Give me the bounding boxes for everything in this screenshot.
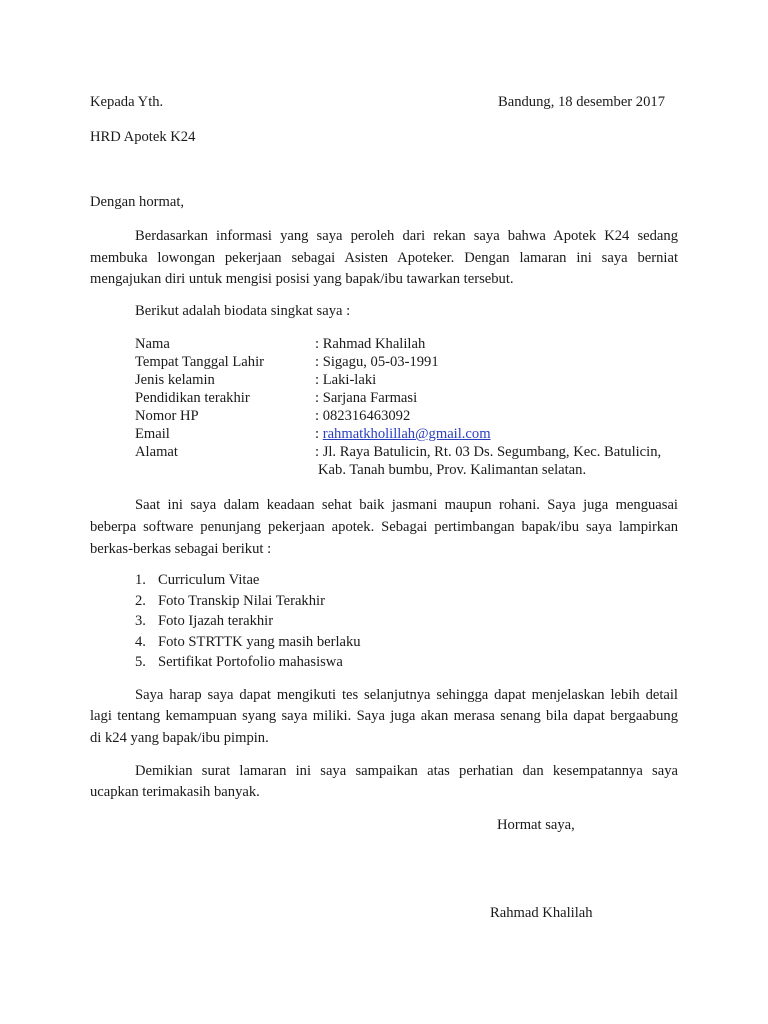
email-label: Email <box>135 426 170 442</box>
paragraph1-line1: Berdasarkan informasi yang saya peroleh dari rekan saya bahwa Apotek K24 sedang <box>135 228 678 244</box>
place-date: Bandung, 18 desember 2017 <box>498 94 665 110</box>
name-value: : Rahmad Khalilah <box>315 336 426 352</box>
email-row <box>315 425 491 443</box>
closing: Hormat saya, <box>497 817 575 833</box>
address-line2: Kab. Tanah bumbu, Prov. Kalimantan selatan. <box>318 462 587 478</box>
greeting: Dengan hormat, <box>90 194 185 210</box>
attachment-item: Sertifikat Portofolio mahasiswa <box>158 654 343 670</box>
address-line1: : Jl. Raya Batulicin, Rt. 03 Ds. Segumbang, Kec. Batulicin, <box>315 444 662 460</box>
education-label: Pendidikan terakhir <box>135 390 250 406</box>
paragraph3-line2: lagi tentang kemampuan syang saya miliki. Saya juga akan merasa senang bila dapat bergaabung <box>90 708 678 724</box>
phone-label: Nomor HP <box>135 408 199 424</box>
birth-value: : Sigagu, 05-03-1991 <box>315 354 439 370</box>
attachment-number: 5. <box>135 654 146 670</box>
attachment-number: 2. <box>135 593 146 609</box>
attachment-item: Curriculum Vitae <box>158 572 260 588</box>
biodata-intro: Berikut adalah biodata singkat saya : <box>135 303 351 319</box>
attachment-item: Foto STRTTK yang masih berlaku <box>158 634 361 650</box>
paragraph2-line1: Saat ini saya dalam keadaan sehat baik jasmani maupun rohani. Saya juga menguasai <box>135 497 678 513</box>
recipient-line: Kepada Yth. <box>90 94 164 110</box>
education-value: : Sarjana Farmasi <box>315 390 418 406</box>
paragraph2-line2: beberpa software penunjang pekerjaan apotek. Sebagai pertimbangan bapak/ibu saya lampirkan <box>90 519 678 535</box>
attachment-item: Foto Ijazah terakhir <box>158 613 274 629</box>
birth-label: Tempat Tanggal Lahir <box>135 354 264 370</box>
paragraph2-line3: berkas-berkas sebagai berikut : <box>90 541 272 557</box>
attachment-number: 1. <box>135 572 146 588</box>
paragraph4-line1: Demikian surat lamaran ini saya sampaikan atas perhatian dan kesempatannya saya <box>135 763 678 779</box>
paragraph3-line3: di k24 yang bapak/ibu pimpin. <box>90 730 269 746</box>
signature-name: Rahmad Khalilah <box>490 905 593 921</box>
name-label: Nama <box>135 336 170 352</box>
recipient: HRD Apotek K24 <box>90 129 196 145</box>
email-link[interactable]: rahmatkholillah@gmail.com <box>322 426 491 442</box>
gender-label: Jenis kelamin <box>135 372 215 388</box>
phone-value: : 082316463092 <box>315 408 411 424</box>
attachment-number: 3. <box>135 613 146 629</box>
gender-value: : Laki-laki <box>315 372 377 388</box>
paragraph1-line2: membuka lowongan pekerjaan sebagai Asisten Apoteker. Dengan lamaran ini saya berniat <box>90 250 678 266</box>
paragraph1-line3: mengajukan diri untuk mengisi posisi yang bapak/ibu tawarkan tersebut. <box>90 271 514 287</box>
attachment-number: 4. <box>135 634 146 650</box>
email-prefix: : <box>315 426 323 442</box>
paragraph4-line2: ucapkan terimakasih banyak. <box>90 784 260 800</box>
attachment-item: Foto Transkip Nilai Terakhir <box>158 593 325 609</box>
address-label: Alamat <box>135 444 178 460</box>
paragraph3-line1: Saya harap saya dapat mengikuti tes selanjutnya sehingga dapat menjelaskan lebih detail <box>135 687 678 703</box>
